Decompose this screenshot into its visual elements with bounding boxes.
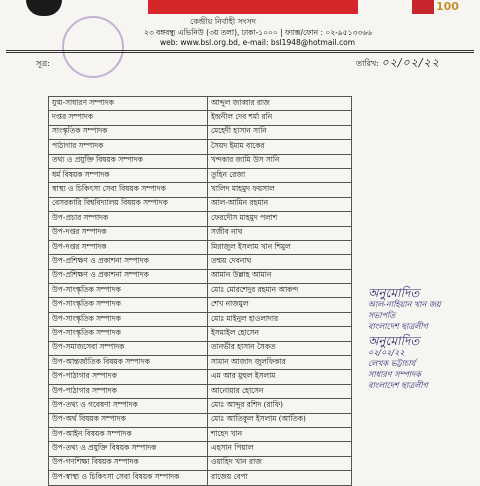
member-name-cell: শাহেদ খান (208, 427, 352, 441)
table-row (49, 327, 352, 341)
table-row (49, 269, 352, 283)
table-row (49, 312, 352, 326)
position-cell: উপ-সাংস্কৃতিক সম্পাদক (49, 298, 208, 312)
table-row (49, 427, 352, 441)
position-cell: উপ-অর্থ বিষয়ক সম্পাদক (49, 413, 208, 427)
position-cell: দপ্তর সম্পাদক (49, 111, 208, 125)
position-cell: ধর্ম বিষয়ক সম্পাদক (49, 168, 208, 182)
table-row (49, 356, 352, 370)
table-row (49, 154, 352, 168)
table-row (49, 140, 352, 154)
divider (6, 52, 474, 53)
divider (6, 50, 474, 51)
position-cell: উপ-সাংস্কৃতিক সম্পাদক (49, 312, 208, 326)
position-cell: উপ-গণশিক্ষা বিষয়ক সম্পাদক (49, 456, 208, 470)
member-name-cell: রাজেয় বেপা (208, 471, 352, 485)
table-row (49, 183, 352, 197)
member-name-cell: তন্ময় দেবনাথ (208, 255, 352, 269)
anniversary-number: 100 (436, 0, 459, 13)
member-name-cell: সামান আজাদ জুলফিকার (208, 356, 352, 370)
table-row (49, 384, 352, 398)
organization-logo-icon (26, 0, 62, 16)
approval-signature-general-secretary: অনুমোদিত ০২/০২/২২ লেখক ভট্টাচার্য সাধারণ সম্পাদক বাংলাদেশ ছাত্রলীগ (368, 334, 428, 390)
position-cell: উপ-প্রচার সম্পাদক (49, 212, 208, 226)
table-row (49, 125, 352, 139)
position-cell: উপ-স্বাস্থ্য ও চিকিৎসা সেবা বিষয়ক সম্পাদক (49, 471, 208, 485)
member-name-cell: তানভীর হাসান সৈকত (208, 341, 352, 355)
position-cell: স্বাস্থ্য ও চিকিৎসা সেবা বিষয়ক সম্পাদক (49, 183, 208, 197)
member-name-cell: মোঃ আতিকুল ইসলাম (আতিক) (208, 413, 352, 427)
approval-signature-president: অনুমোদিত আল-নাহিয়ান খান জয় সভাপতি বাংলাদেশ ছাত্রলীগ (368, 286, 441, 331)
org-web-email: web: www.bsl.org.bd, e-mail: bsl1948@hotmail.com (160, 38, 356, 47)
member-name-cell: সজীব নাথ (208, 226, 352, 240)
table-row (49, 442, 352, 456)
position-cell: উপ-দপ্তর সম্পাদক (49, 240, 208, 254)
position-cell: উপ-পাঠাগার সম্পাদক (49, 384, 208, 398)
table-row (49, 341, 352, 355)
table-row (49, 399, 352, 413)
member-name-cell: খালিদ মাহমুদ ফয়সাল (208, 183, 352, 197)
member-name-cell: মেহেদী হাসান সানি (208, 125, 352, 139)
table-row (49, 370, 352, 384)
member-name-cell: শেখ নাজমুল (208, 298, 352, 312)
table-row (49, 97, 352, 111)
table-row (49, 240, 352, 254)
position-cell: উপ-তথ্য ও প্রযুক্তি বিষয়ক সম্পাদক (49, 442, 208, 456)
member-name-cell: মোঃ মাইনুল হাওলাদার (208, 312, 352, 326)
member-name-cell: তুহিন রেজা (208, 168, 352, 182)
member-name-cell: মোঃ মোরশেদুর রহমান আকন্দ (208, 284, 352, 298)
position-cell: উপ-প্রশিক্ষণ ও প্রকাশনা সম্পাদক (49, 255, 208, 269)
member-name-cell: আব্দুল জাব্বার রাজ (208, 97, 352, 111)
position-cell: সাংস্কৃতিক সম্পাদক (49, 125, 208, 139)
position-cell: উপ-তথ্য ও গবেষণা সম্পাদক (49, 399, 208, 413)
position-cell: উপ-সাংস্কৃতিক সম্পাদক (49, 327, 208, 341)
anniversary-logo-icon (412, 0, 458, 18)
table-row (49, 298, 352, 312)
member-name-cell: মিরাজুল ইসলাম খান শিমুল (208, 240, 352, 254)
table-row (49, 284, 352, 298)
table-row (49, 255, 352, 269)
table-row (49, 471, 352, 485)
member-name-cell: ইন্দ্রনীল দেব শর্মা রনি (208, 111, 352, 125)
table-row (49, 111, 352, 125)
date-field (356, 54, 440, 73)
member-name-cell: আনোয়ার হোসেন (208, 384, 352, 398)
position-cell: বেসরকারি বিশ্ববিদ্যালয় বিষয়ক সম্পাদক (49, 197, 208, 211)
position-cell: তথ্য ও প্রযুক্তি বিষয়ক সম্পাদক (49, 154, 208, 168)
member-name-cell: সৈয়দ ইমাম বাকের (208, 140, 352, 154)
table-row (49, 413, 352, 427)
member-name-cell: ওয়াহিদ খান রাজ (208, 456, 352, 470)
position-cell: উপ-দপ্তর সম্পাদক (49, 226, 208, 240)
committee-roster-table (48, 96, 352, 486)
position-cell: যুগ্ম-সাধারণ সম্পাদক (49, 97, 208, 111)
date-value: ০২/০২/২২ (381, 56, 440, 69)
date-label: তারিখ: (356, 59, 379, 68)
org-address: ২৩ বঙ্গবন্ধু এভিনিউ (৩য় তলা), ঢাকা-১০০০ | ফ্যাক্স/ফোন : ০২-৯৫১৩৩৬৬ (144, 28, 373, 37)
table-row (49, 212, 352, 226)
member-name-cell: ফেরদৌস মাহমুদ পলাশ (208, 212, 352, 226)
stamp-seal-icon (62, 16, 124, 78)
position-cell: উপ-সমাজসেবা সম্পাদক (49, 341, 208, 355)
position-cell: উপ-পাঠাগার সম্পাদক (49, 370, 208, 384)
member-name-cell: মোঃ আব্দুর রশিদ (রাফি) (208, 399, 352, 413)
table-row (49, 197, 352, 211)
table-row (49, 226, 352, 240)
table-row (49, 168, 352, 182)
header-red-banner (148, 0, 358, 14)
position-cell: উপ-সাংস্কৃতিক সম্পাদক (49, 284, 208, 298)
member-name-cell: আমান উল্লাহ আমান (208, 269, 352, 283)
position-cell: উপ-আইন বিষয়ক সম্পাদক (49, 427, 208, 441)
position-cell: উপ-আন্তর্জাতিক বিষয়ক সম্পাদক (49, 356, 208, 370)
org-subtitle: কেন্দ্রীয় নির্বাহী সংসদ (190, 17, 256, 26)
member-name-cell: এম আর মুহুল ইসলাম (208, 370, 352, 384)
table-row (49, 456, 352, 470)
member-name-cell: আল-আমিন রহমান (208, 197, 352, 211)
member-name-cell: খন্দকার জামি উস সানি (208, 154, 352, 168)
member-name-cell: এহসান পিয়াল (208, 442, 352, 456)
member-name-cell: ইসমাইল হোসেন (208, 327, 352, 341)
reference-label: সূত্র: (36, 59, 50, 68)
position-cell: পাঠাগার সম্পাদক (49, 140, 208, 154)
position-cell: উপ-প্রশিক্ষণ ও প্রকাশনা সম্পাদক (49, 269, 208, 283)
